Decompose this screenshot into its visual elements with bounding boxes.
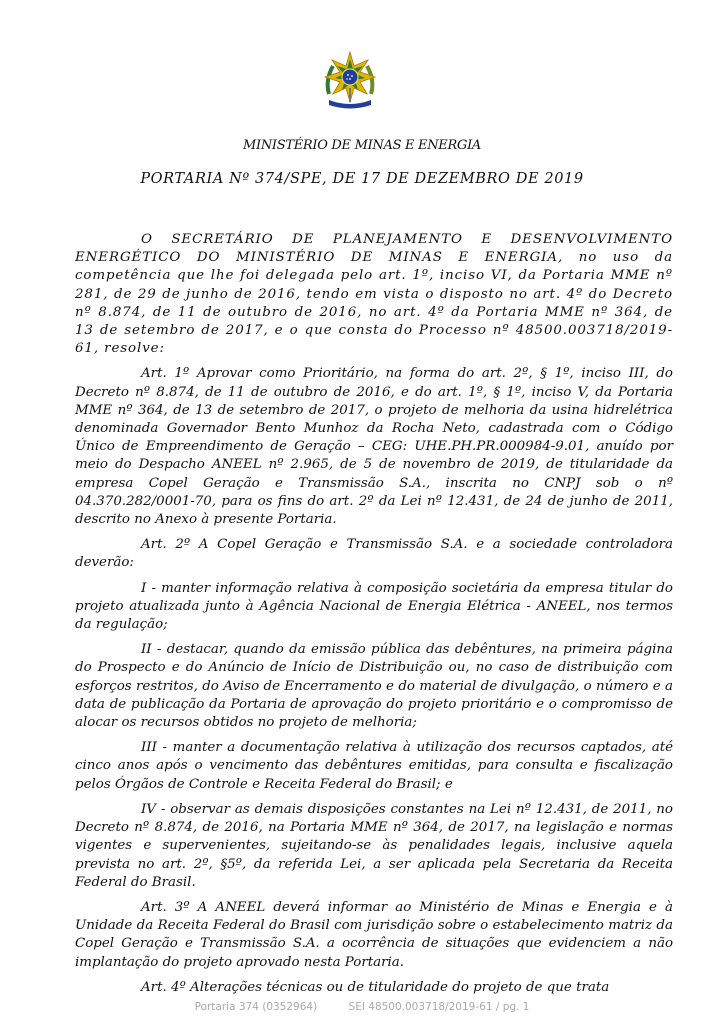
document-body <box>75 231 673 997</box>
inciso-1-paragraph: I - manter informação relativa à composição societária da empresa titular do projeto atualizada junto à Agência Nacional de Energia Elétrica - ANEEL, nos termos da regulação; <box>75 580 673 633</box>
page-title: PORTARIA Nº 374/SPE, DE 17 DE DEZEMBRO DE 2019 <box>140 171 584 187</box>
article-2-paragraph: Art. 2º A Copel Geração e Transmissão S.A. e a sociedade controladora deverão: <box>75 537 673 571</box>
page-footer <box>0 1001 724 1013</box>
inciso-4-paragraph: IV - observar as demais disposições constantes na Lei nº 12.431, de 2011, no Decreto nº 8.874, de 2016, na Portaria MME nº 364, de 2017, na legislação e normas vigentes e supervenientes, sujeitando-se às penalidades legais, inclusive aquela prevista no art. 2º, §5º, da referida Lei, a ser aplicada pela Secretaria da Receita Federal do Brasil. <box>75 801 673 890</box>
ministry-name: MINISTÉRIO DE MINAS E ENERGIA <box>242 138 481 153</box>
preamble-paragraph: O SECRETÁRIO DE PLANEJAMENTO E DESENVOLVIMENTO ENERGÉTICO DO MINISTÉRIO DE MINAS E ENERGIA, no uso da competência que lhe foi delegada pelo art. 1º, inciso VI, da Portaria MME nº 281, de 29 de junho de 2016, tendo em vista o disposto no art. 4º do Decreto nº 8.874, de 11 de outubro de 2016, no art. 4º da Portaria MME nº 364, de 13 de setembro de 2017, e o que consta do Processo nº 48500.003718/2019-61, resolve: <box>75 232 673 357</box>
footer-sei-ref: SEI 48500.003718/2019-61 / pg. 1 <box>348 1001 530 1013</box>
inciso-2-paragraph: II - destacar, quando da emissão pública das debêntures, na primeira página do Prospecto e do Anúncio de Início de Distribuição ou, no caso de distribuição com esforços restritos, do Aviso de Encerramento e do material de divulgação, o número e a data de publicação da Portaria de aprovação do projeto prioritário e o compromisso de alocar os recursos obtidos no projeto de melhoria; <box>75 642 673 731</box>
article-4-paragraph: Art. 4º Alterações técnicas ou de titularidade do projeto de que trata <box>141 979 610 995</box>
inciso-3-paragraph: III - manter a documentação relativa à utilização dos recursos captados, até cinco anos após o vencimento das debêntures emitidas, para consulta e fiscalização pelos Órgãos de Controle e Receita Federal do Brasil; e <box>75 740 673 792</box>
article-1-paragraph: Art. 1º Aprovar como Prioritário, na forma do art. 2º, § 1º, inciso III, do Decreto nº 8.874, de 11 de outubro de 2016, e do art. 1º, § 1º, inciso V, da Portaria MME nº 364, de 13 de setembro de 2017, o projeto de melhoria da usina hidrelétrica denominada Governador Bento Munhoz da Rocha Neto, cadastrada com o Código Único de Empreendimento de Geração – CEG: UHE.PH.PR.000984-9.01, anuído por meio do Despacho ANEEL nº 2.965, de 5 de novembro de 2019, de titularidade da empresa Copel Geração e Transmissão S.A., inscrita no CNPJ sob o nº 04.370.282/0001-70, para os fins do art. 2º da Lei nº 12.431, de 24 de junho de 2011, descrito no Anexo à presente Portaria. <box>75 366 673 528</box>
article-3-paragraph: Art. 3º A ANEEL deverá informar ao Ministério de Minas e Energia e à Unidade da Receita Federal do Brasil com jurisdição sobre o estabelecimento matriz da Copel Geração e Transmissão S.A. a ocorrência de situações que evidenciem a não implantação do projeto aprovado nesta Portaria. <box>75 899 673 970</box>
footer-doc-ref: Portaria 374 (0352964) <box>194 1001 318 1013</box>
brazil-coat-of-arms-icon <box>321 50 379 112</box>
